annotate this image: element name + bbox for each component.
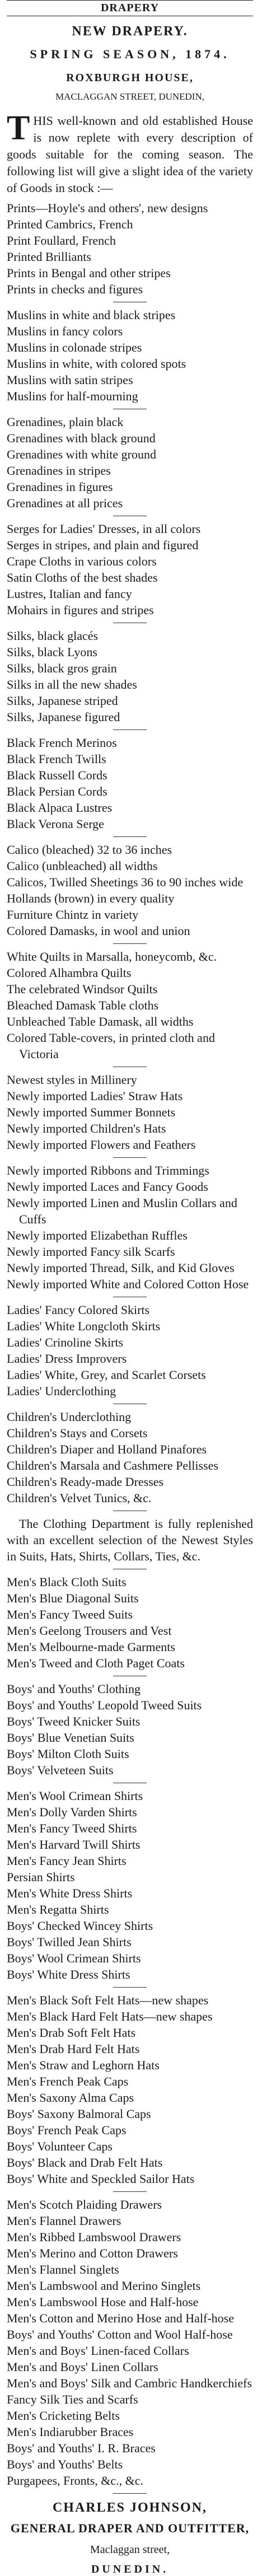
list-item: Prints—Hoyle's and others', new designs xyxy=(7,201,208,215)
list-item: Persian Shirts xyxy=(7,1870,75,1884)
list-item: Men's Straw and Leghorn Hats xyxy=(7,2058,160,2072)
list-item: Calico (bleached) 32 to 36 inches xyxy=(7,843,172,857)
list-item: Black Persian Cords xyxy=(7,784,107,798)
list-item: Ladies' Dress Improvers xyxy=(7,1352,127,1366)
list-item: Boys' Saxony Balmoral Caps xyxy=(7,2107,151,2121)
list-item: Men's and Boys' Silk and Cambric Handkerchiefs xyxy=(7,2376,252,2390)
list-item: Newly imported Linen and Muslin Collars and Cuffs xyxy=(7,1196,237,1226)
list-item: Mohairs in figures and stripes xyxy=(7,603,154,617)
list-item: Men's Tweed and Cloth Paget Coats xyxy=(7,1656,185,1670)
store-name: ROXBURGH HOUSE, xyxy=(66,72,194,84)
list-item: Men's and Boys' Linen-faced Collars xyxy=(7,2344,189,2358)
merchant-city: DUNEDIN. xyxy=(91,2563,169,2575)
list-item: Prints in Bengal and other stripes xyxy=(7,266,171,280)
goods-section xyxy=(7,1574,253,1671)
list-item: Boys' Tweed Knicker Suits xyxy=(7,1714,141,1728)
list-item: Newest styles in Millinery xyxy=(7,1073,137,1087)
list-item: Boys' and Youths' Cotton and Wool Half-hose xyxy=(7,2327,233,2341)
list-item: Silks, Japanese striped xyxy=(7,694,118,708)
list-item: Silks, black gros grain xyxy=(7,661,117,675)
list-item: Newly imported Summer Bonnets xyxy=(7,1105,176,1119)
list-item: Black Russell Cords xyxy=(7,768,107,782)
list-item: Men's Lambswool Hose and Half-hose xyxy=(7,2295,199,2309)
list-item: Black French Twills xyxy=(7,752,106,766)
merchant-name: CHARLES JOHNSON, xyxy=(52,2500,208,2515)
list-item: Unbleached Table Damask, all widths xyxy=(7,1014,194,1028)
list-item: Men's Indiarubber Braces xyxy=(7,2425,134,2439)
list-item: Lustres, Italian and fancy xyxy=(7,587,132,601)
goods-section xyxy=(7,1409,253,1506)
list-item: Men's Drab Soft Felt Hats xyxy=(7,2026,136,2040)
list-item: Newly imported Ribbons and Trimmings xyxy=(7,1163,209,1177)
list-item: Men's Ribbed Lambswool Drawers xyxy=(7,2230,181,2244)
list-item: Newly imported Thread, Silk, and Kid Gloves xyxy=(7,1261,235,1275)
list-item: Children's Stays and Corsets xyxy=(7,1426,148,1440)
list-item: Boys' White and Speckled Sailor Hats xyxy=(7,2172,195,2186)
list-item: Silks, black glacés xyxy=(7,629,99,643)
goods-section xyxy=(7,200,253,297)
list-item: Children's Underclothing xyxy=(7,1410,132,1424)
list-item: Men's Scotch Plaiding Drawers xyxy=(7,2198,162,2212)
list-item: Boys' Black and Drab Felt Hats xyxy=(7,2156,163,2170)
list-item: Men's Dolly Varden Shirts xyxy=(7,1805,137,1819)
list-item: Men's Drab Hard Felt Hats xyxy=(7,2042,140,2056)
list-item: Muslins in colonade stripes xyxy=(7,340,142,354)
section-divider xyxy=(113,2191,147,2192)
list-item: Newly imported Ladies' Straw Hats xyxy=(7,1089,183,1103)
list-item: Men's Merino and Cotton Drawers xyxy=(7,2246,178,2260)
list-item: Muslins with satin stripes xyxy=(7,373,133,387)
list-item: Boys' Velveteen Suits xyxy=(7,1763,114,1777)
clothing-department-note: The Clothing Department is fully replenished with an excellent selection of the Newest Styles in Suits, Hats, Shirts, Collars, Ties, &c. xyxy=(7,1517,253,1563)
list-item: Calicos, Twilled Sheetings 36 to 90 inches wide xyxy=(7,875,244,889)
list-item: Newly imported Laces and Fancy Goods xyxy=(7,1180,208,1194)
list-item: Muslins in white and black stripes xyxy=(7,308,176,322)
drop-cap: T xyxy=(7,109,30,147)
list-item: Serges in stripes, and plain and figured xyxy=(7,538,199,552)
list-item: Silks, Japanese figured xyxy=(7,710,120,724)
goods-section xyxy=(7,948,253,1062)
list-item: Men's Harvard Twill Shirts xyxy=(7,1838,141,1852)
list-item: Printed Brilliants xyxy=(7,250,91,264)
list-item: Silks in all the new shades xyxy=(7,677,137,691)
list-item: Men's Blue Diagonal Suits xyxy=(7,1591,139,1605)
list-item: Purgapees, Fronts, &c., &c. xyxy=(7,2474,144,2488)
list-item: Men's Geelong Trousers and Vest xyxy=(7,1624,172,1638)
list-item: Boys' Wool Crimean Shirts xyxy=(7,1951,141,1965)
list-item: Men's Fancy Tweed Suits xyxy=(7,1607,133,1621)
list-item: Print Foullard, French xyxy=(7,233,116,247)
list-item: Furniture Chintz in variety xyxy=(7,908,139,922)
list-item: Children's Ready-made Dresses xyxy=(7,1475,164,1489)
list-item: Children's Marsala and Cashmere Pellisses xyxy=(7,1458,218,1472)
store-street: MACLAGGAN STREET, DUNEDIN, xyxy=(55,91,204,102)
list-item: Men's Cotton and Merino Hose and Half-hose xyxy=(7,2311,235,2325)
list-item: Men's Black Hard Felt Hats—new shapes xyxy=(7,2009,213,2023)
list-item: Newly imported Flowers and Feathers xyxy=(7,1138,196,1152)
list-item: Ladies' White Longcloth Skirts xyxy=(7,1319,161,1333)
list-item: Men's Fancy Tweed Shirts xyxy=(7,1821,137,1835)
list-item: Boys' Blue Venetian Suits xyxy=(7,1731,134,1745)
goods-section xyxy=(7,735,253,832)
list-item: Men's Wool Crimean Shirts xyxy=(7,1789,143,1803)
goods-section xyxy=(7,414,253,511)
list-item: Men's Lambswool and Merino Singlets xyxy=(7,2279,201,2293)
list-item: Prints in checks and figures xyxy=(7,282,143,296)
list-item: Boys' White Dress Shirts xyxy=(7,1967,130,1981)
advertisement xyxy=(7,0,253,2576)
list-item: Crape Cloths in various colors xyxy=(7,554,157,568)
goods-section xyxy=(7,2196,253,2489)
list-item: Newly imported Fancy silk Scarfs xyxy=(7,1245,175,1259)
list-item: Serges for Ladies' Dresses, in all colors xyxy=(7,522,201,536)
list-item: Boys' Volunteer Caps xyxy=(7,2139,113,2153)
list-item: Muslins for half-mourning xyxy=(7,389,138,403)
list-item: Ladies' Fancy Colored Skirts xyxy=(7,1303,150,1317)
list-item: Men's Flannel Drawers xyxy=(7,2214,121,2228)
list-item: Children's Velvet Tunics, &c. xyxy=(7,1491,152,1505)
goods-list xyxy=(7,200,253,2489)
goods-section xyxy=(7,1162,253,1292)
list-item: The celebrated Windsor Quilts xyxy=(7,982,158,996)
list-item: Newly imported Children's Hats xyxy=(7,1121,166,1135)
list-item: Men's Cricketing Belts xyxy=(7,2409,120,2423)
list-item: Black Verona Serge xyxy=(7,817,104,831)
list-item: Men's Fancy Jean Shirts xyxy=(7,1854,127,1868)
list-item: Men's Black Cloth Suits xyxy=(7,1575,127,1589)
list-item: White Quilts in Marsalla, honeycomb, &c. xyxy=(7,950,217,964)
list-item: Colored Table-covers, in printed cloth and Victoria xyxy=(7,1031,215,1061)
signature-rule xyxy=(113,2493,147,2494)
ad-title: NEW DRAPERY. xyxy=(72,24,188,39)
list-item: Ladies' White, Grey, and Scarlet Corsets xyxy=(7,1368,206,1382)
list-item: Grenadines with white ground xyxy=(7,447,156,461)
list-item: Grenadines in stripes xyxy=(7,464,111,478)
list-item: Men's Saxony Alma Caps xyxy=(7,2091,134,2105)
list-item: Muslins in fancy colors xyxy=(7,324,123,338)
goods-section xyxy=(7,1788,253,1983)
list-item: Newly imported Elizabethan Ruffles xyxy=(7,1228,188,1242)
list-item: Muslins in white, with colored spots xyxy=(7,357,186,371)
list-item: Calico (unbleached) all widths xyxy=(7,859,158,873)
list-item: Grenadines at all prices xyxy=(7,496,123,510)
list-item: Colored Damasks, in wool and union xyxy=(7,924,190,938)
list-item: Hollands (brown) in every quality xyxy=(7,891,175,905)
list-item: Men's Black Soft Felt Hats—new shapes xyxy=(7,1993,209,2007)
goods-section xyxy=(7,841,253,939)
goods-section xyxy=(7,1516,253,1564)
list-item: Bleached Damask Table cloths xyxy=(7,998,159,1012)
list-item: Boys' French Peak Caps xyxy=(7,2123,127,2137)
goods-section xyxy=(7,1072,253,1153)
goods-section xyxy=(7,628,253,725)
list-item: Black French Merinos xyxy=(7,736,117,750)
list-item: Boys' Checked Wincey Shirts xyxy=(7,1919,153,1933)
intro-text: HIS well-known and old established House is now replete with every description of goods suitable for the coming season. The following list will give a slight idea of the variety of Goods in stock :— xyxy=(7,114,253,195)
list-item: Boys' and Youths' Belts xyxy=(7,2457,123,2471)
section-divider xyxy=(113,1987,147,1988)
goods-section xyxy=(7,307,253,404)
list-item: Ladies' Underclothing xyxy=(7,1384,116,1398)
list-item: Men's White Dress Shirts xyxy=(7,1886,133,1900)
list-item: Boys' and Youths' Clothing xyxy=(7,1682,141,1696)
list-item: Grenadines, plain black xyxy=(7,415,124,429)
list-item: Men's French Peak Caps xyxy=(7,2074,129,2088)
list-item: Colored Alhambra Quilts xyxy=(7,966,132,980)
list-item: Grenadines with black ground xyxy=(7,431,156,445)
section-divider xyxy=(113,943,147,944)
section-divider xyxy=(113,836,147,837)
merchant-title: GENERAL DRAPER AND OUTFITTER, xyxy=(10,2521,250,2535)
list-item: Black Alpaca Lustres xyxy=(7,801,113,815)
list-item: Children's Diaper and Holland Pinafores xyxy=(7,1442,207,1456)
list-item: Men's Flannel Singlets xyxy=(7,2262,119,2276)
list-item: Satin Cloths of the best shades xyxy=(7,571,158,585)
list-item: Boys' and Youths' I. R. Braces xyxy=(7,2441,156,2455)
goods-section xyxy=(7,521,253,618)
list-item: Men's and Boys' Linen Collars xyxy=(7,2360,158,2374)
list-item: Newly imported White and Colored Cotton Hose xyxy=(7,1277,249,1291)
list-item: Men's Regatta Shirts xyxy=(7,1902,109,1916)
list-item: Boys' Twilled Jean Shirts xyxy=(7,1935,132,1949)
intro-paragraph xyxy=(7,109,253,197)
list-item: Grenadines in figures xyxy=(7,480,113,494)
season-title: SPRING SEASON, 1874. xyxy=(30,47,230,61)
section-divider xyxy=(113,1157,147,1158)
list-item: Printed Cambrics, French xyxy=(7,217,133,231)
list-item: Fancy Silk Ties and Scarfs xyxy=(7,2392,138,2406)
list-item: Ladies' Crinoline Skirts xyxy=(7,1335,124,1349)
goods-section xyxy=(7,1302,253,1399)
list-item: Boys' Milton Cloth Suits xyxy=(7,1747,129,1761)
header-rule xyxy=(7,0,253,1)
goods-section xyxy=(7,1992,253,2187)
page-header: DRAPERY xyxy=(100,2,160,14)
merchant-street: Maclaggan street, xyxy=(90,2544,170,2556)
list-item: Boys' and Youths' Leopold Tweed Suits xyxy=(7,1698,202,1712)
goods-section xyxy=(7,1681,253,1778)
list-item: Men's Melbourne-made Garments xyxy=(7,1640,175,1654)
list-item: Silks, black Lyons xyxy=(7,645,97,659)
